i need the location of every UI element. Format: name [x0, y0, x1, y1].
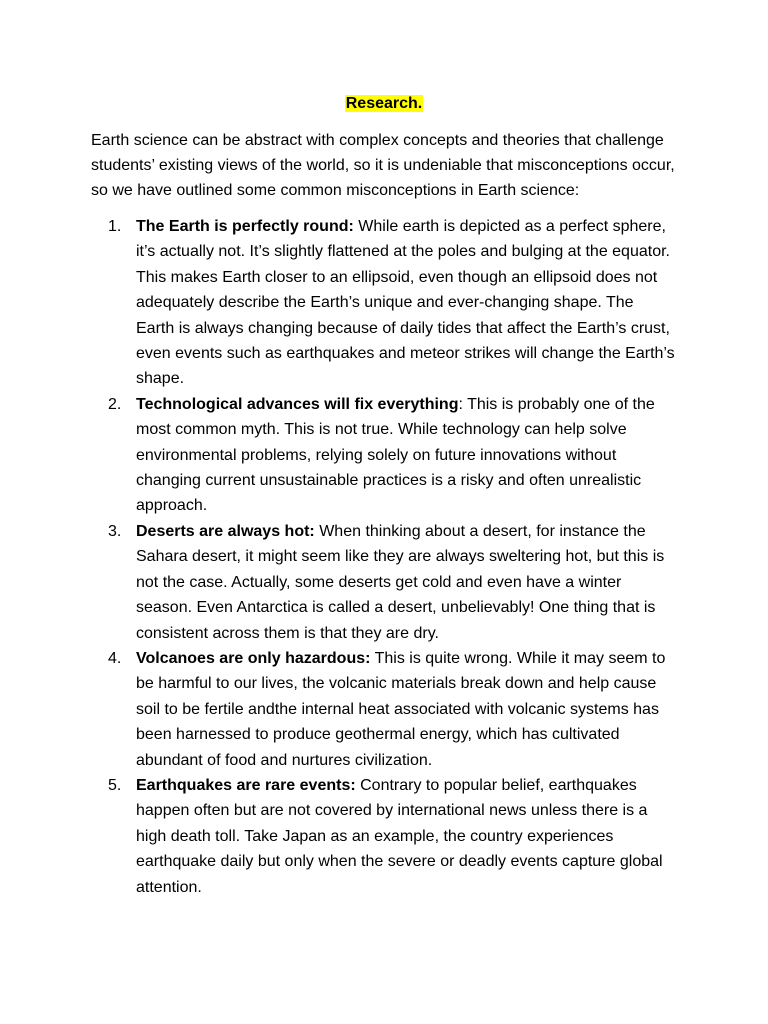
list-item-heading: Volcanoes are only hazardous: [136, 649, 371, 667]
title-block [0, 93, 768, 115]
list-item-body [136, 646, 676, 773]
list-item-number: 1. [108, 218, 122, 235]
list-item-heading: Technological advances will fix everything [136, 395, 459, 413]
list-item-text: When thinking about a desert, for instance the Sahara desert, it might seem like they are always sweltering hot, but this is not the case. Actually, some deserts get cold and even have a winter season. Even Antarctica is called a desert, unbelievably! One thing that is consistent across them is that they are dry. [136, 522, 665, 642]
list-item-number: 5. [108, 776, 122, 794]
list-item-text: Contrary to popular belief, earthquakes happen often but are not covered by international news unless there is a high death toll. Take Japan as an example, the country experiences earthquake daily but only when the severe or deadly events capture global attention. [136, 776, 663, 896]
list-item-text: This is quite wrong. While it may seem to be harmful to our lives, the volcanic materials break down and help cause soil to be fertile andthe internal heat associated with volcanic systems has been harnessed to produce geothermal energy, which has cultivated abundant of food and nurtures civilization. [136, 649, 666, 769]
list-item [0, 773, 768, 900]
list-item [0, 646, 768, 773]
list-item-text: While earth is depicted as a perfect sphere, it’s actually not. It’s slightly flattened at the poles and bulging at the equator. This makes Earth closer to an ellipsoid, even though an ellipsoid does not adequately describe the Earth’s unique and ever-changing shape. The Earth is always changing because of daily tides that affect the Earth’s crust, even events such as earthquakes and meteor strikes will change the Earth’s shape. [136, 218, 675, 388]
list-item-heading: Deserts are always hot: [136, 522, 315, 540]
list-item-number: 3. [108, 522, 122, 540]
list-item-heading: Earthquakes are rare events: [136, 776, 356, 794]
list-item-body [136, 519, 676, 646]
page-title: Research. [345, 95, 423, 112]
list-item-body [136, 773, 676, 900]
misconceptions-list [0, 214, 768, 900]
intro-paragraph: Earth science can be abstract with complex concepts and theories that challenge students’ existing views of the world, so it is undeniable that misconceptions occur, so we have outlined some common misconceptions in Earth science: [91, 132, 675, 199]
list-item-number: 2. [108, 395, 122, 413]
list-item-body [136, 392, 676, 519]
list-item-heading: The Earth is perfectly round: [136, 218, 354, 235]
list-item-number: 4. [108, 649, 122, 667]
list-item-body [136, 214, 676, 392]
list-item [0, 214, 768, 392]
list-item [0, 519, 768, 646]
list-item [0, 392, 768, 519]
list-item-text: : This is probably one of the most common myth. This is not true. While technology can help solve environmental problems, relying solely on future innovations without changing current unsustainable practices is a risky and often unrealistic approach. [136, 395, 655, 515]
